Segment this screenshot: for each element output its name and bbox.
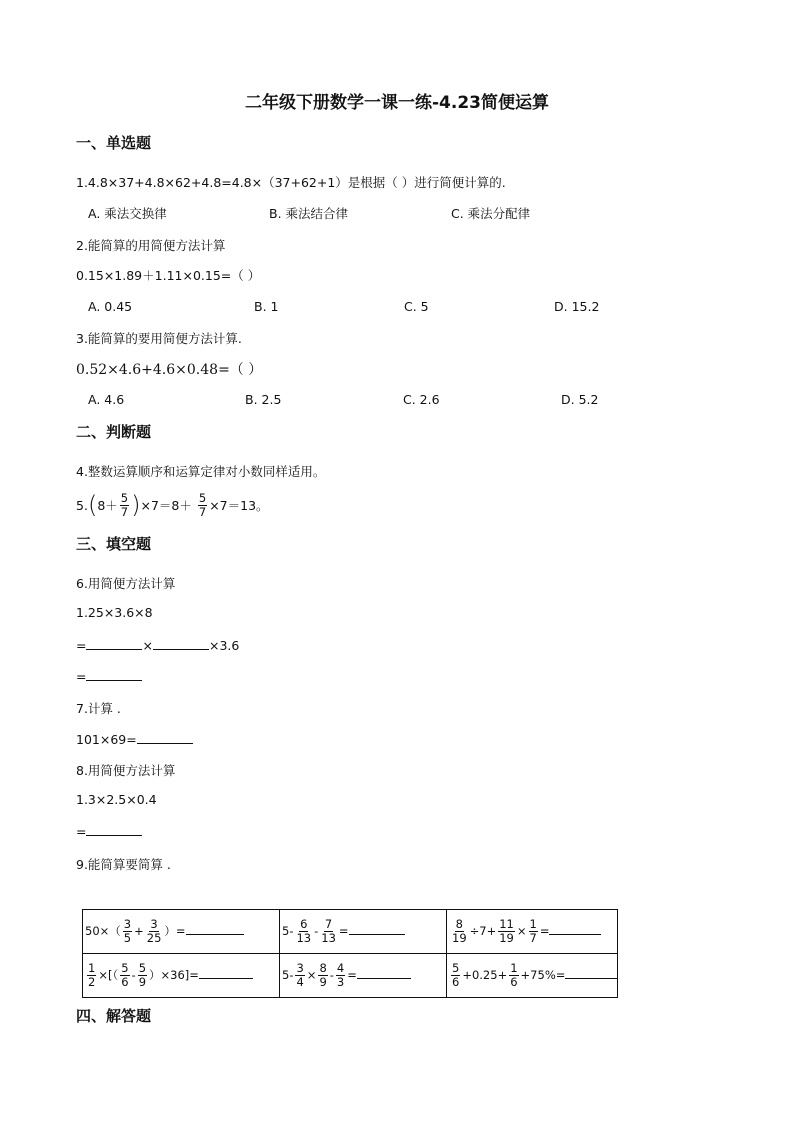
question-7-stem: 7.计算 . <box>76 701 121 716</box>
answer-blank[interactable] <box>86 668 142 681</box>
answer-blank[interactable] <box>153 637 209 650</box>
question-5-fraction-1: $\frac{5}{7}$ <box>120 490 129 519</box>
question-8-step-1: = <box>76 823 142 839</box>
question-8-stem: 8.用简便方法计算 <box>76 763 176 778</box>
answer-blank[interactable] <box>357 966 411 979</box>
question-5-prefix: 5. <box>76 497 88 513</box>
answer-blank[interactable] <box>86 637 142 650</box>
question-1-stem: 1.4.8×37+4.8×62+4.8=4.8×（37+62+1）是根据（ ）进行简便计算的. <box>76 175 506 190</box>
question-5-tail: ×7＝13。 <box>209 498 269 513</box>
question-3-option-a[interactable]: A. 4.6 <box>88 392 125 407</box>
calc-cell-5: 5- $\frac{3}{4}$ × $\frac{8}{9}$ - $\frac{4}{3}$ = <box>280 954 447 998</box>
question-6-stem: 6.用简便方法计算 <box>76 576 176 591</box>
question-6-expression: 1.25×3.6×8 <box>76 605 153 620</box>
answer-blank[interactable] <box>349 922 405 935</box>
answer-blank[interactable] <box>565 966 617 979</box>
question-9-stem: 9.能简算要简算 . <box>76 857 171 872</box>
right-paren-icon: ) <box>131 491 141 519</box>
question-5-mid: ×7＝8＋ <box>140 498 192 513</box>
calc-cell-3: $\frac{8}{19}$ ÷7+ $\frac{11}{19}$ × $\frac{1}{7}$ = <box>447 910 618 954</box>
section-heading-true-false: 二、判断题 <box>76 423 152 441</box>
question-2-option-d[interactable]: D. 15.2 <box>554 299 600 314</box>
question-4-stem: 4.整数运算顺序和运算定律对小数同样适用。 <box>76 464 326 479</box>
page-title: 二年级下册数学一课一练-4.23简便运算 <box>245 93 549 113</box>
section-heading-fill-in: 三、填空题 <box>76 535 152 553</box>
calc-cell-6: $\frac{5}{6}$ +0.25+ $\frac{1}{6}$ +75%= <box>447 954 618 998</box>
section-heading-single-choice: 一、单选题 <box>76 134 152 152</box>
question-2-option-a[interactable]: A. 0.45 <box>88 299 133 314</box>
question-3-option-c[interactable]: C. 2.6 <box>403 392 440 407</box>
question-1-option-b[interactable]: B. 乘法结合律 <box>269 206 349 221</box>
question-8-expression: 1.3×2.5×0.4 <box>76 792 157 807</box>
answer-blank[interactable] <box>186 922 244 935</box>
question-2-expression: 0.15×1.89＋1.11×0.15=（ ） <box>76 268 261 283</box>
answer-blank[interactable] <box>86 823 142 836</box>
calc-cell-4: $\frac{1}{2}$ ×[（ $\frac{5}{6}$ - $\frac{5}{9}$ ）×36]= <box>83 954 280 998</box>
section-heading-solve: 四、解答题 <box>76 1007 152 1025</box>
question-2-stem: 2.能简算的用简便方法计算 <box>76 238 226 253</box>
question-2-option-b[interactable]: B. 1 <box>254 299 279 314</box>
question-9-table <box>82 909 618 998</box>
answer-blank[interactable] <box>549 922 601 935</box>
question-2-option-c[interactable]: C. 5 <box>404 299 429 314</box>
answer-blank[interactable] <box>199 966 253 979</box>
question-5-whole: 8＋ <box>97 498 118 513</box>
question-3-stem: 3.能简算的要用简便方法计算. <box>76 331 242 346</box>
question-1-option-c[interactable]: C. 乘法分配律 <box>451 206 531 221</box>
question-3-option-d[interactable]: D. 5.2 <box>561 392 599 407</box>
calc-cell-2: 5- $\frac{6}{13}$ - $\frac{7}{13}$ = <box>280 910 447 954</box>
question-6-step-1: = × ×3.6 <box>76 638 240 653</box>
question-6-step-2: = <box>76 668 142 684</box>
left-paren-icon: ( <box>87 491 98 519</box>
question-5-expression <box>76 488 269 522</box>
answer-blank[interactable] <box>137 731 193 744</box>
question-7-expression: 101×69= <box>76 731 193 747</box>
question-3-option-b[interactable]: B. 2.5 <box>245 392 282 407</box>
question-3-expression: 0.52×4.6+4.6×0.48=（ ） <box>76 362 263 378</box>
calc-cell-1: 50×（ $\frac{3}{5}$ + $\frac{3}{25}$ ）= <box>83 910 280 954</box>
question-1-option-a[interactable]: A. 乘法交换律 <box>88 206 167 221</box>
question-5-fraction-2: $\frac{5}{7}$ <box>198 490 207 519</box>
